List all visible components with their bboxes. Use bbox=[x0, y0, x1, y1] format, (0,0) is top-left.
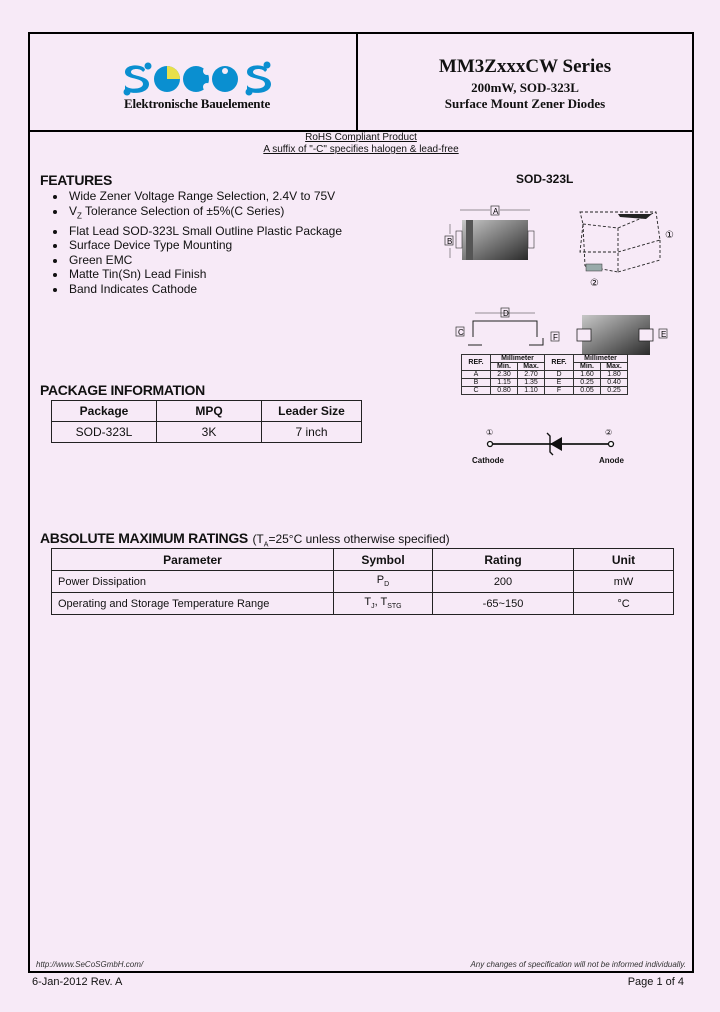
package-info-table: Package MPQ Leader Size SOD-323L 3K 7 inch bbox=[51, 400, 362, 443]
feature-item: Band Indicates Cathode bbox=[49, 282, 342, 297]
footer-bar bbox=[30, 958, 692, 971]
ratings-row: Operating and Storage Temperature Range $T_J$, $T_{STG}$ -65~150 °C bbox=[52, 593, 674, 615]
feature-item: Green EMC bbox=[49, 253, 342, 268]
symbol-pin2: ② bbox=[605, 428, 613, 437]
ratings-condition: ($T_A=25^\circ C$ unless otherwise specified) bbox=[252, 532, 450, 549]
footer-url-link[interactable]: http://www.SeCoSGmbH.com/ bbox=[36, 960, 144, 969]
dimension-table: REF. Millimeter REF. Millimeter Min. Max. Min. Max. A 2.30 2.70 D 1.60 1.80 B 1.15 1.35 E 0.25 0.40 C 0.80 1.10 F 0.05 0.25 bbox=[461, 354, 628, 395]
symbol-cell: $P_D$ bbox=[334, 571, 433, 593]
header bbox=[30, 34, 692, 132]
rohs-notice bbox=[30, 132, 692, 156]
datasheet-frame bbox=[28, 32, 694, 973]
features-list bbox=[49, 189, 342, 297]
svg-text:F: F bbox=[553, 333, 558, 342]
ratings-table: Parameter Symbol Rating Unit Power Dissipation $P_D$ 200 mW Operating and Storage Temperature Range $T_J$, $T_{STG}$ -65~150 °C bbox=[51, 548, 674, 615]
feature-item: Surface Device Type Mounting bbox=[49, 238, 342, 253]
dimension-row: B 1.15 1.35 E 0.25 0.40 bbox=[462, 379, 628, 387]
footer-disclaimer: Any changes of specification will not be informed individually. bbox=[470, 960, 686, 969]
svg-text:D: D bbox=[503, 309, 509, 318]
ratings-title: ABSOLUTE MAXIMUM RATINGS ($T_A=25^\circ C$ unless otherwise specified) bbox=[40, 530, 450, 549]
cathode-label: Cathode bbox=[472, 456, 504, 465]
feature-item: Flat Lead SOD-323L Small Outline Plastic Package bbox=[49, 224, 342, 239]
rohs-line-1: RoHS Compliant Product bbox=[305, 132, 417, 143]
package-drawing-label: SOD-323L bbox=[516, 172, 574, 186]
feature-item: $V_Z$ Tolerance Selection of ±5%(C Series) bbox=[49, 204, 342, 224]
logo-subtitle: Elektronische Bauelemente bbox=[123, 96, 271, 111]
svg-text:E: E bbox=[661, 330, 667, 339]
page-number: Page 1 of 4 bbox=[627, 976, 684, 988]
feature-item: Matte Tin(Sn) Lead Finish bbox=[49, 267, 342, 282]
feature-item: Wide Zener Voltage Range Selection, 2.4V to 75V bbox=[49, 189, 342, 204]
svg-text:B: B bbox=[447, 237, 453, 246]
secos-logo-icon bbox=[121, 60, 271, 96]
svg-text:C: C bbox=[458, 328, 464, 337]
symbol-pin1: ① bbox=[486, 428, 494, 437]
package-outline-diagram bbox=[440, 202, 680, 342]
svg-text:A: A bbox=[493, 207, 499, 216]
package-info-row: SOD-323L 3K 7 inch bbox=[52, 422, 362, 443]
logo-box bbox=[30, 34, 356, 130]
symbol-cell: $T_J$, $T_{STG}$ bbox=[334, 593, 433, 615]
package-info-title: PACKAGE INFORMATION bbox=[40, 382, 205, 398]
dimension-row: C 0.80 1.10 F 0.05 0.25 bbox=[462, 387, 628, 395]
pin1-label: ① bbox=[665, 230, 674, 241]
anode-label: Anode bbox=[599, 456, 624, 465]
rohs-line-2: A suffix of "-C" specifies halogen & lead-free bbox=[263, 144, 459, 155]
pin2-label: ② bbox=[590, 278, 599, 289]
product-title: MM3ZxxxCW Series bbox=[438, 56, 612, 77]
features-title: FEATURES bbox=[40, 172, 113, 188]
dimension-row: A 2.30 2.70 D 1.60 1.80 bbox=[462, 371, 628, 379]
product-subtitle-power: 200mW, SOD-323L bbox=[471, 80, 579, 95]
revision-date: 6-Jan-2012 Rev. A bbox=[32, 976, 123, 988]
ratings-row: Power Dissipation $P_D$ 200 mW bbox=[52, 571, 674, 593]
product-subtitle-type: Surface Mount Zener Diodes bbox=[444, 96, 606, 111]
title-box bbox=[358, 34, 692, 130]
